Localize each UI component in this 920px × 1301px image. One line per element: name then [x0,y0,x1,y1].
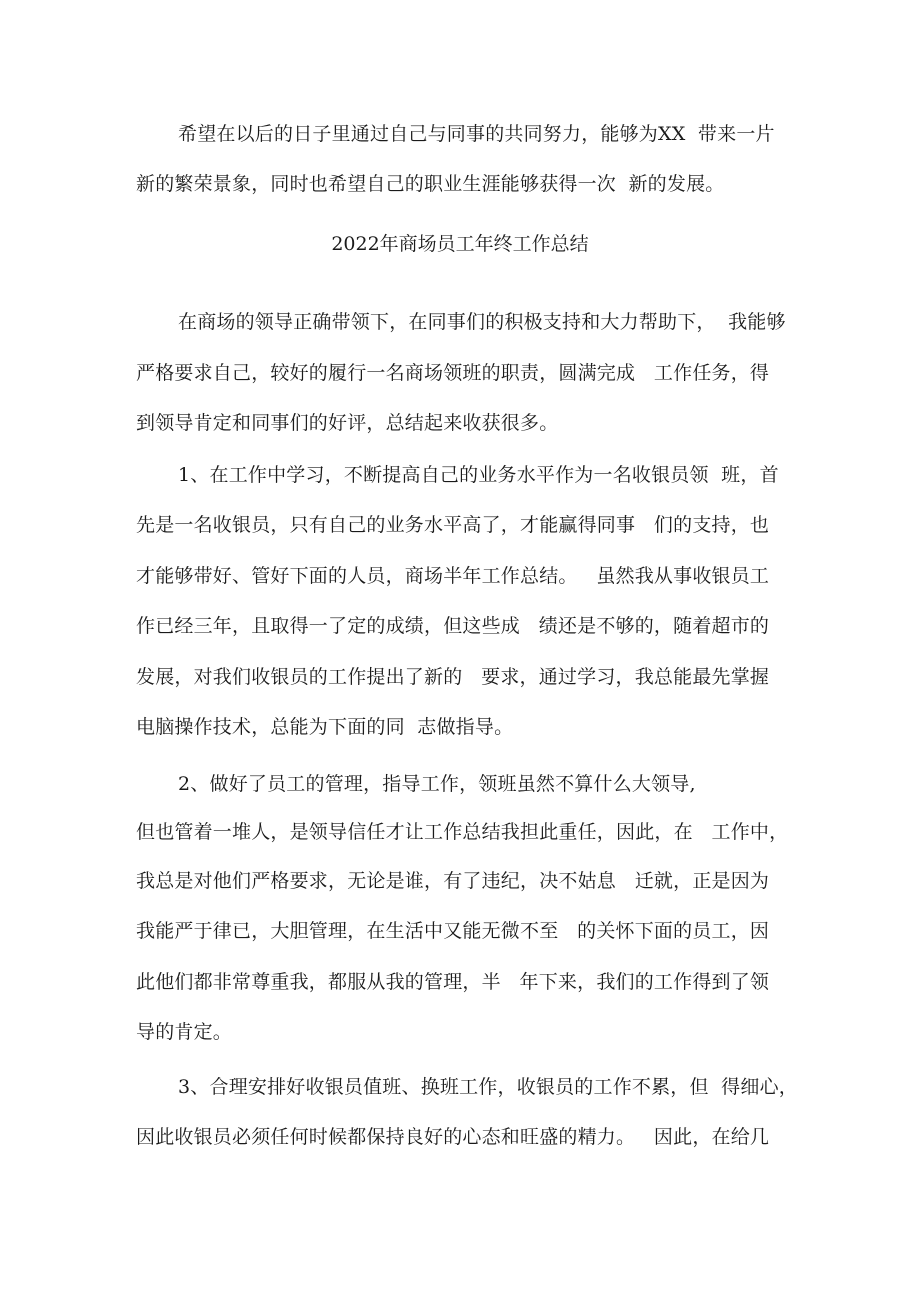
paragraph-2-line-2: 先是一名收银员，只有自己的业务水平高了，才能赢得同事 们的支持，也 [136,514,770,536]
paragraph-2-line-6: 电脑操作技术，总能为下面的同 志做指导。 [136,716,514,738]
paragraph-2-line-1: 1、在工作中学习，不断提高自己的业务水平作为一名收银员领 班，首 [178,464,779,486]
paragraph-4-line-1: 3、合理安排好收银员值班、换班工作，收银员的工作不累，但 得细心， [178,1076,798,1098]
paragraph-3-line-2: 但也管着一堆人，是领导信任才让工作总结我担此重任，因此，在 工作中， [136,821,789,843]
document-title: 2022年商场员工年终工作总结 [331,233,589,255]
paragraph-3-line-5: 此他们都非常尊重我，都服从我的管理，半 年下来，我们的工作得到了领 [136,971,770,993]
paragraph-1-line-2: 严格要求自己，较好的履行一名商场领班的职责，圆满完成 工作任务，得 [136,362,770,384]
intro-line-1: 希望在以后的日子里通过自己与同事的共同努力，能够为XX 带来一片 [178,123,775,145]
paragraph-2-line-3: 才能够带好、管好下面的人员，商场半年工作总结。 虽然我从事收银员工 [136,565,770,587]
paragraph-1-line-1: 在商场的领导正确带领下，在同事们的积极支持和大力帮助下， 我能够 [178,311,786,333]
paragraph-2-line-4: 作已经三年，且取得一了定的成绩，但这些成 绩还是不够的，随着超市的 [136,615,770,637]
paragraph-4-line-2: 因此收银员必须任何时候都保持良好的心态和旺盛的精力。 因此，在给几 [136,1126,770,1148]
paragraph-2-line-5: 发展，对我们收银员的工作提出了新的 要求，通过学习，我总能最先掌握 [136,666,770,688]
paragraph-3-line-4: 我能严于律已，大胆管理，在生活中又能无微不至 的关怀下面的员工，因 [136,920,770,942]
paragraph-3-line-1: 2、做好了员工的管理，指导工作，领班虽然不算什么大领导, [178,773,696,795]
paragraph-3-line-6: 导的肯定。 [136,1021,233,1043]
intro-line-2: 新的繁荣景象，同时也希望自己的职业生涯能够获得一次 新的发展。 [136,173,725,195]
paragraph-1-line-3: 到领导肯定和同事们的好评，总结起来收获很多。 [136,412,559,434]
paragraph-3-line-3: 我总是对他们严格要求，无论是谁，有了违纪，决不姑息 迁就，正是因为 [136,870,770,892]
